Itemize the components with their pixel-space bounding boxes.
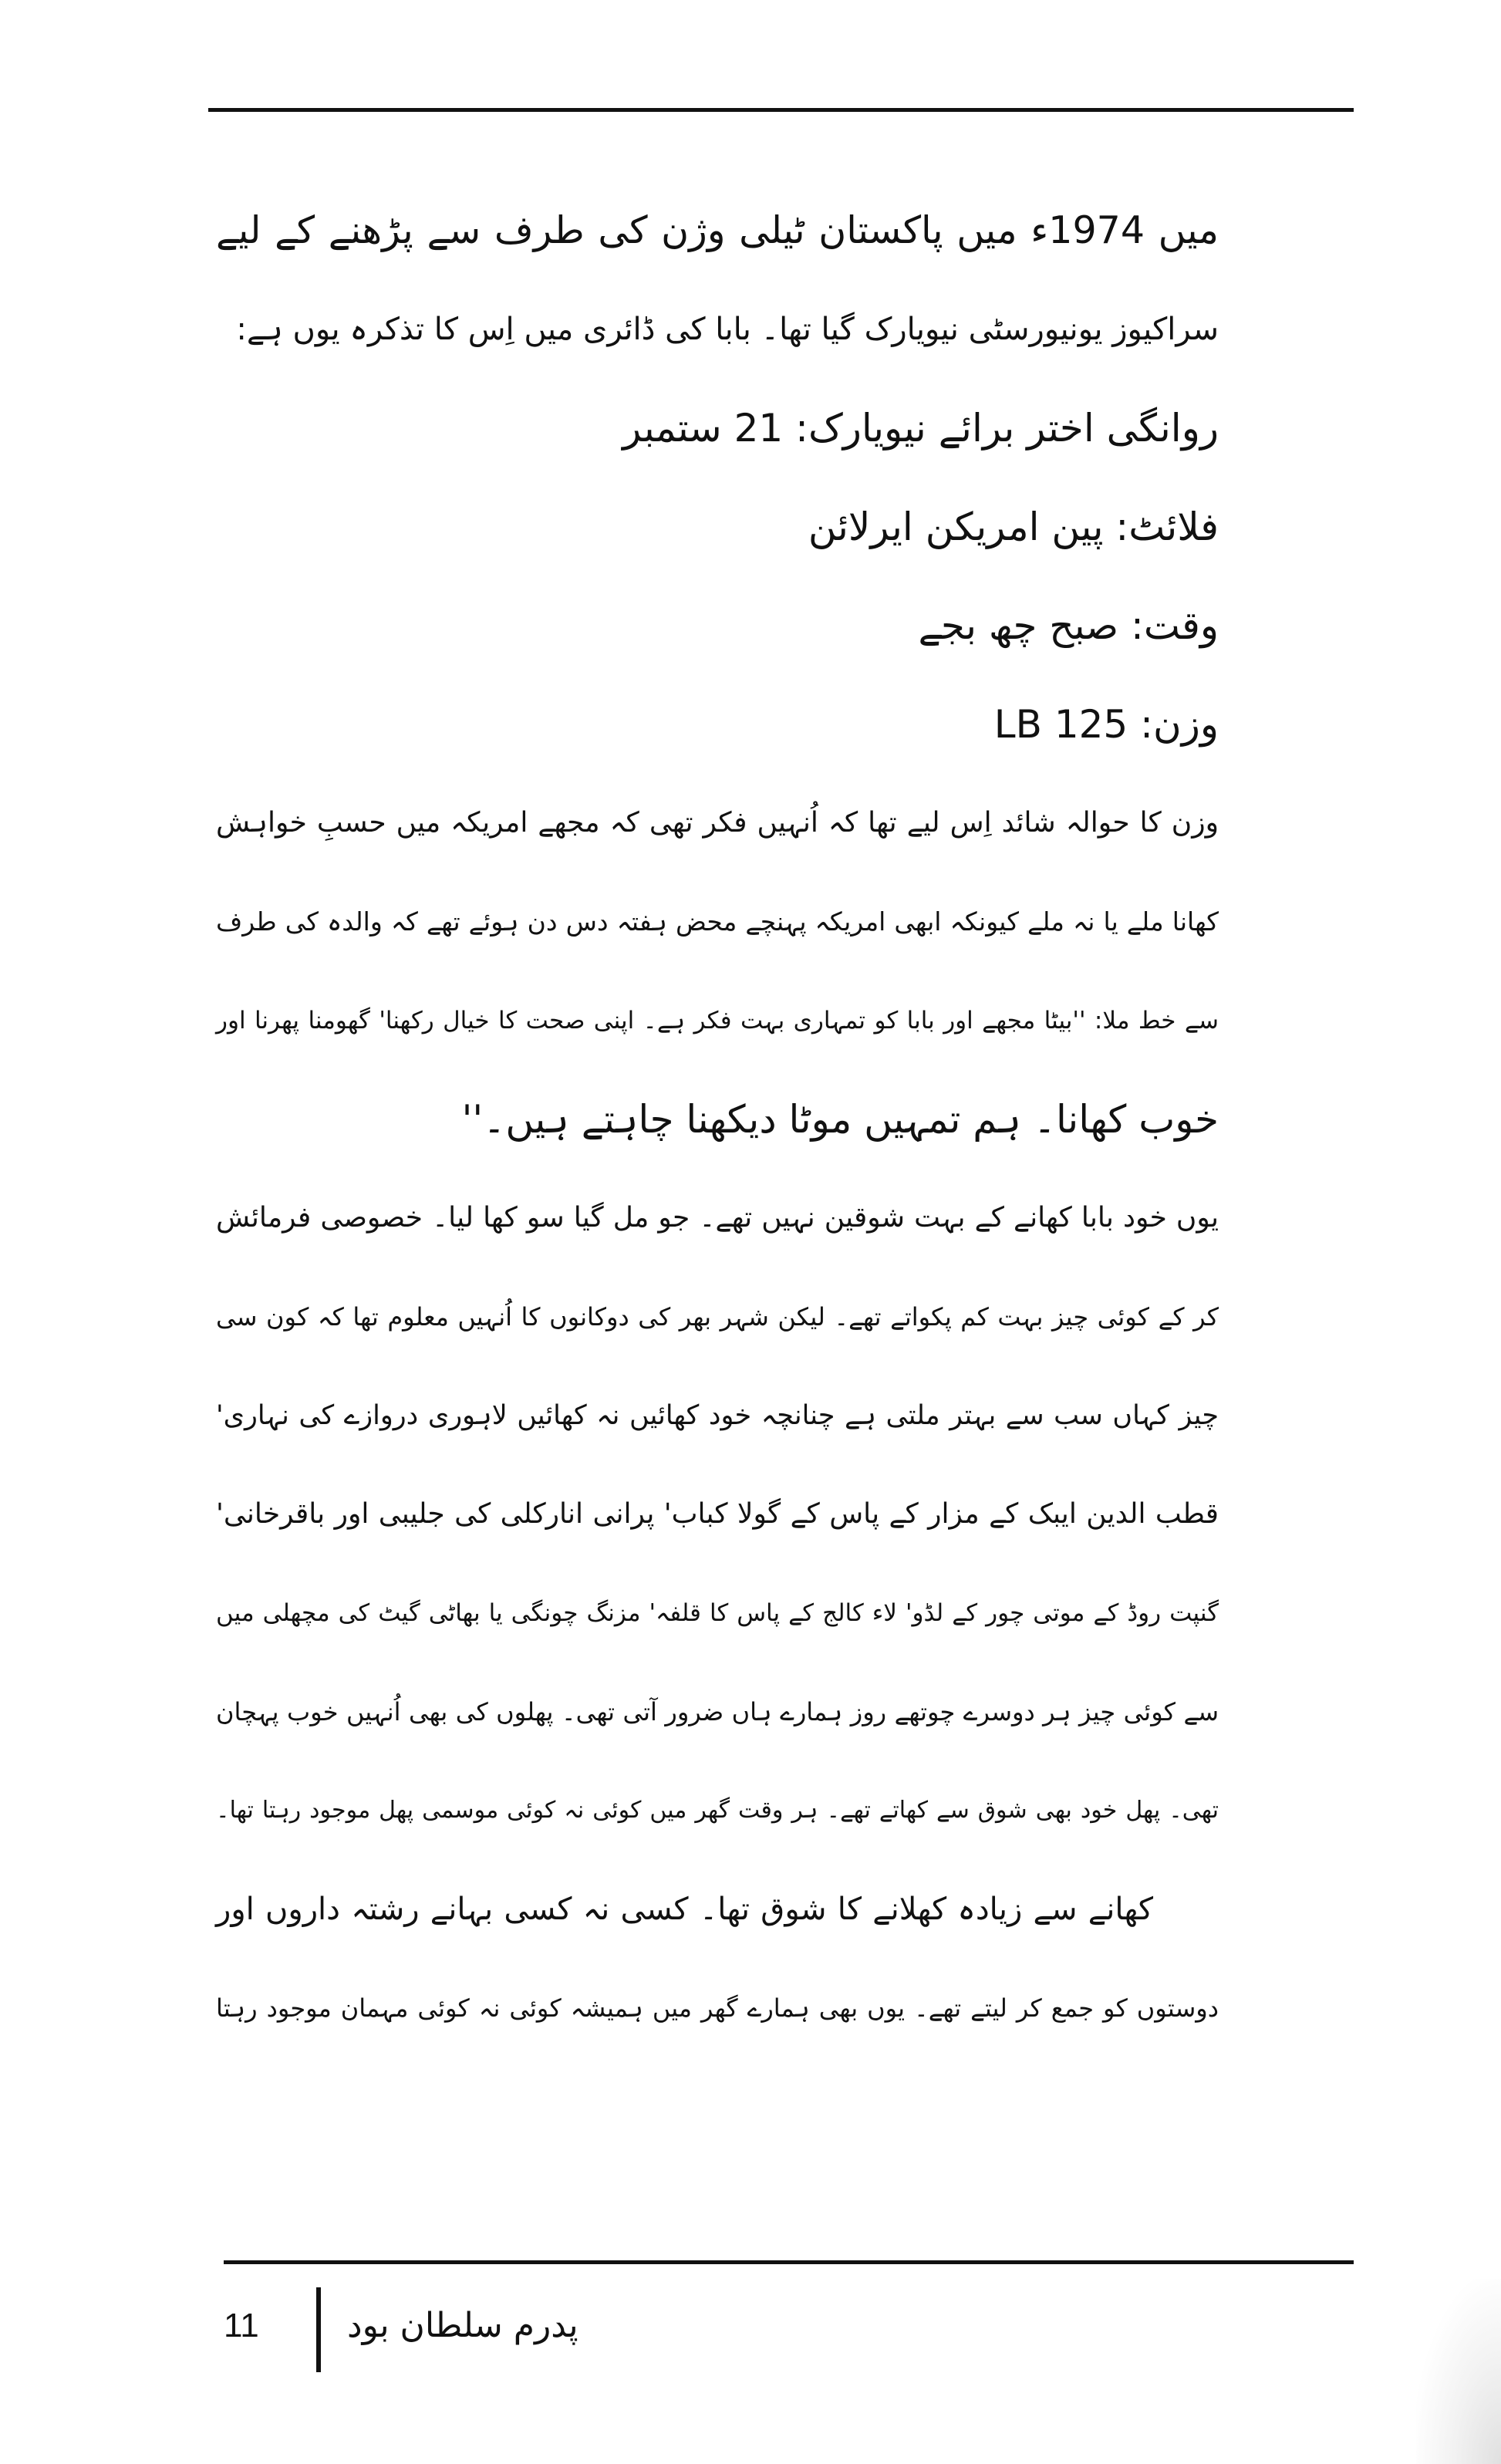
text-line-weight: وزن: 125 LB	[993, 702, 1219, 747]
text-line: سراکیوز یونیورسٹی نیویارک گیا تھا۔ بابا کی ڈائری میں اِس کا تذکرہ یوں ہے:	[236, 312, 1219, 347]
text-line: کھانا ملے یا نہ ملے کیونکہ ابھی امریکہ پہنچے محض ہفتہ دس دن ہوئے تھے کہ والدہ کی طرف	[216, 906, 1219, 937]
text-line: کھانے سے زیادہ کھلانے کا شوق تھا۔ کسی نہ کسی بہانے رشتہ داروں اور	[216, 1892, 1153, 1927]
text-line: وزن کا حوالہ شائد اِس لیے تھا کہ اُنہیں فکر تھی کہ مجھے امریکہ میں حسبِ خواہش	[216, 807, 1219, 839]
text-line: کر کے کوئی چیز بہت کم پکواتے تھے۔ لیکن شہر بھر کی دوکانوں کا اُنہیں معلوم تھا کہ کون سی	[216, 1302, 1219, 1332]
footer-rule	[224, 2260, 1354, 2264]
text-line-departure: روانگی اختر برائے نیویارک: 21 ستمبر	[622, 406, 1219, 451]
book-title: پدرم سلطان بود	[347, 2306, 578, 2345]
text-line: چیز کہاں سب سے بہتر ملتی ہے چنانچہ خود کھائیں نہ کھائیں لاہوری دروازے کی نہاری'	[216, 1400, 1219, 1431]
page-number: 11	[224, 2307, 259, 2344]
header-rule	[208, 108, 1354, 112]
text-line: دوستوں کو جمع کر لیتے تھے۔ یوں بھی ہمارے گھر میں ہمیشہ کوئی نہ کوئی مہمان موجود رہتا	[216, 1993, 1219, 2023]
page-body-text	[216, 181, 1219, 2057]
text-line: سے خط ملا: ''بیٹا مجھے اور بابا کو تمہاری بہت فکر ہے۔ اپنی صحت کا خیال رکھنا' گھومنا پھرنا اور	[216, 1007, 1219, 1035]
footer-divider	[316, 2287, 321, 2372]
text-line: تھی۔ پھل خود بھی شوق سے کھاتے تھے۔ ہر وقت گھر میں کوئی نہ کوئی موسمی پھل موجود رہتا تھا۔	[216, 1797, 1219, 1824]
text-line: میں 1974ء میں پاکستان ٹیلی وژن کی طرف سے پڑھنے کے لیے	[216, 208, 1219, 252]
text-line-time: وقت: صبح چھ بجے	[918, 603, 1219, 648]
text-line: خوب کھانا۔ ہم تمہیں موٹا دیکھنا چاہتے ہیں۔''	[461, 1097, 1219, 1142]
text-line: یوں خود بابا کھانے کے بہت شوقین نہیں تھے۔ جو مل گیا سو کھا لیا۔ خصوصی فرمائش	[216, 1202, 1219, 1234]
text-line: سے کوئی چیز ہر دوسرے چوتھے روز ہمارے ہاں ضرور آتی تھی۔ پھلوں کی بھی اُنہیں خوب پہچان	[216, 1697, 1219, 1726]
scan-shadow	[1416, 2279, 1501, 2464]
text-line-flight: فلائٹ: پین امریکن ایرلائن	[808, 505, 1219, 549]
text-line: قطب الدین ایبک کے مزار کے پاس کے گولا کباب' پرانی انارکلی کی جلیبی اور باقرخانی'	[216, 1498, 1219, 1530]
text-line: گنپت روڈ کے موتی چور کے لڈو' لاء کالج کے پاس کا قلفہ' مزنگ چونگی یا بھاٹی گیٹ کی مچھلی میں	[216, 1599, 1219, 1627]
page-footer	[224, 2287, 686, 2372]
